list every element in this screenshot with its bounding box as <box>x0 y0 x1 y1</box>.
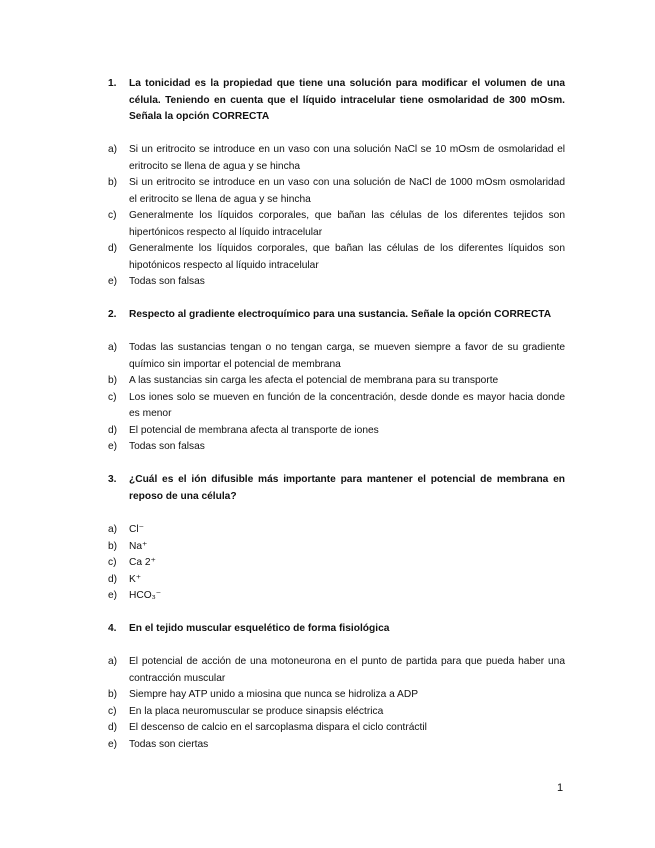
question-number: 3. <box>108 474 117 485</box>
question-4-options <box>108 654 565 753</box>
option-c <box>108 390 565 423</box>
option-text: K⁺ <box>129 573 142 585</box>
option-c <box>108 555 565 572</box>
option-text: El descenso de calcio en el sarcoplasma dispara el ciclo contráctil <box>129 722 427 733</box>
option-text: Todas son falsas <box>129 441 205 452</box>
option-letter: b) <box>108 177 118 188</box>
option-d <box>108 720 565 737</box>
option-letter: d) <box>108 573 118 585</box>
question-number: 4. <box>108 623 117 634</box>
question-number: 2. <box>108 309 117 320</box>
option-text: Generalmente los líquidos corporales, que bañan las células de los diferentes líquidos son hipotónicos respecto al líquido intracelular <box>129 243 565 271</box>
option-letter: c) <box>108 210 117 221</box>
option-text: En la placa neuromuscular se produce sinapsis eléctrica <box>129 705 384 717</box>
option-letter: a) <box>108 144 118 155</box>
question-3-options <box>108 522 565 605</box>
option-text: A las sustancias sin carga les afecta el potencial de membrana para su transporte <box>129 375 499 386</box>
question-2-options <box>108 340 565 456</box>
option-text: Si un eritrocito se introduce en un vaso con una solución de NaCl de 1000 mOsm osmolaridad el eritrocito se llena de agua y se hincha <box>129 177 565 205</box>
question-2 <box>108 307 565 324</box>
question-4 <box>108 621 565 638</box>
question-text: Respecto al gradiente electroquímico para una sustancia. Señale la opción CORRECTA <box>129 309 552 320</box>
option-text: Los iones solo se mueven en función de la concentración, desde donde es mayor hacia donde es menor <box>129 391 565 419</box>
question-number: 1. <box>108 78 117 89</box>
option-e <box>108 588 565 605</box>
option-e <box>108 439 565 456</box>
option-letter: e) <box>108 441 118 452</box>
option-c <box>108 704 565 721</box>
option-e <box>108 737 565 754</box>
option-text: Todas son ciertas <box>129 738 209 750</box>
option-b <box>108 373 565 390</box>
option-letter: c) <box>108 557 117 568</box>
option-d <box>108 423 565 440</box>
option-a <box>108 340 565 373</box>
option-text: Generalmente los líquidos corporales, que bañan las células de los diferentes tejidos son hipertónicos respecto al líquido intracelular <box>129 210 565 238</box>
option-letter: d) <box>108 243 118 254</box>
option-letter: a) <box>108 524 118 535</box>
question-1-options <box>108 142 565 291</box>
option-letter: c) <box>108 391 117 403</box>
option-b <box>108 175 565 208</box>
option-b <box>108 687 565 704</box>
option-text: El potencial de membrana afecta al transporte de iones <box>129 424 379 436</box>
option-text: Ca 2⁺ <box>129 557 156 568</box>
question-1 <box>108 76 565 126</box>
option-text: El potencial de acción de una motoneurona en el punto de partida para que pueda haber una contracción muscular <box>129 656 565 684</box>
option-letter: c) <box>108 705 117 717</box>
question-text: ¿Cuál es el ión difusible más importante para mantener el potencial de membrana en reposo de una célula? <box>129 474 565 502</box>
option-letter: d) <box>108 722 118 733</box>
option-letter: b) <box>108 540 118 552</box>
option-letter: a) <box>108 656 118 667</box>
page-number: 1 <box>557 782 564 794</box>
option-letter: a) <box>108 342 118 353</box>
option-b <box>108 539 565 556</box>
option-c <box>108 208 565 241</box>
option-text: Cl⁻ <box>129 524 144 535</box>
option-text: Si un eritrocito se introduce en un vaso con una solución NaCl se 10 mOsm de osmolaridad el eritrocito se llena de agua y se hincha <box>129 144 565 172</box>
option-a <box>108 522 565 539</box>
option-letter: d) <box>108 424 118 436</box>
option-letter: b) <box>108 689 118 700</box>
question-text: La tonicidad es la propiedad que tiene una solución para modificar el volumen de una célula. Teniendo en cuenta que el líquido intracelular tiene osmolaridad de 300 mOsm. Señala la opción CORRECTA <box>129 78 565 122</box>
option-d <box>108 572 565 589</box>
option-letter: e) <box>108 276 118 287</box>
option-d <box>108 241 565 274</box>
option-text: Todas son falsas <box>129 276 205 287</box>
option-letter: e) <box>108 590 118 601</box>
option-a <box>108 142 565 175</box>
option-text: Siempre hay ATP unido a miosina que nunca se hidroliza a ADP <box>129 689 419 700</box>
option-e <box>108 274 565 291</box>
option-letter: b) <box>108 375 118 386</box>
option-letter: e) <box>108 738 118 750</box>
question-text: En el tejido muscular esquelético de forma fisiológica <box>129 623 390 634</box>
option-text: Na⁺ <box>129 540 148 552</box>
question-3 <box>108 472 565 505</box>
option-text: Todas las sustancias tengan o no tengan carga, se mueven siempre a favor de su gradiente químico sin importar el potencial de membrana <box>129 342 565 370</box>
option-a <box>108 654 565 687</box>
option-text: HCO₃⁻ <box>129 590 162 601</box>
